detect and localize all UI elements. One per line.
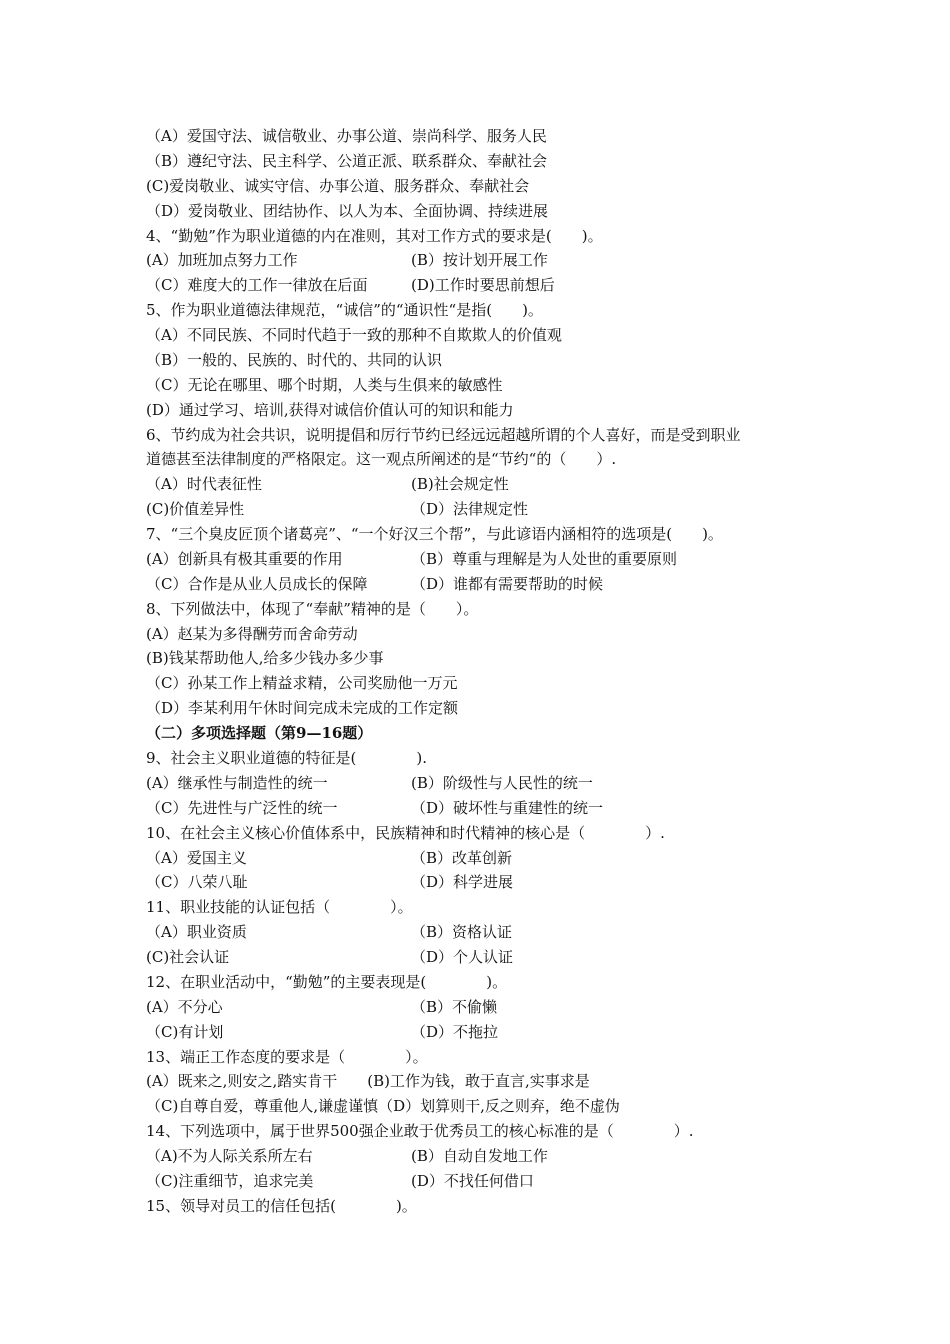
text-line <box>146 1094 620 1119</box>
text-line <box>146 1194 417 1219</box>
text-line <box>146 870 514 895</box>
line-text: 11、职业技能的认证包括（ ）。 <box>146 898 413 917</box>
text-line <box>146 572 604 597</box>
line-text: （A）爱国守法、诚信敬业、办事公道、崇尚科学、服务人民 <box>146 127 547 145</box>
text-line <box>146 497 529 522</box>
text-line <box>146 1020 499 1045</box>
text-line <box>146 522 723 547</box>
option-text-right: (B）按计划开展工作 <box>411 251 548 270</box>
line-text: 5、作为职业道德法律规范，“诚信”的“通识性“是指( )。 <box>146 301 543 320</box>
line-text: （C)有计划 <box>146 1022 224 1041</box>
option-text-right: (B)社会规定性 <box>411 475 509 494</box>
line-text: (C)爱岗敬业、诚实守信、办事公道、服务群众、奉献社会 <box>146 176 530 195</box>
text-line <box>146 348 442 373</box>
text-line <box>146 945 514 970</box>
line-text: 4、“勤勉”作为职业道德的内在准则，其对工作方式的要求是( )。 <box>146 226 603 245</box>
text-line <box>146 248 548 273</box>
text-line <box>146 1144 548 1169</box>
line-text: （A）职业资质 <box>146 923 247 942</box>
text-line <box>146 846 513 871</box>
text-line <box>146 373 502 398</box>
text-line <box>146 149 547 174</box>
text-line <box>146 821 665 846</box>
text-line <box>146 547 678 572</box>
option-text-right: (B）自动自发地工作 <box>411 1147 548 1166</box>
line-text: (C)社会认证 <box>146 948 230 967</box>
option-text-right: (D)工作时要思前想后 <box>411 276 555 295</box>
text-line <box>146 796 604 821</box>
text-line <box>146 423 741 448</box>
option-text-right: (D）不找任何借口 <box>411 1171 534 1190</box>
text-line <box>146 224 603 249</box>
text-line <box>146 1069 590 1094</box>
line-text: (A）既来之,则安之,踏实肯干 (B)工作为钱，敢于直言,实事求是 <box>146 1072 590 1091</box>
option-text-right: （D）法律规定性 <box>411 500 529 519</box>
line-text: （C）合作是从业人员成长的保障 <box>146 574 368 593</box>
text-line <box>146 124 547 149</box>
line-text: 15、领导对员工的信任包括( )。 <box>146 1196 417 1215</box>
line-text: （C)自尊自爱，尊重他人,谦虚谨慎（D）划算则干,反之则弃，绝不虚伪 <box>146 1097 620 1116</box>
text-line <box>146 721 372 746</box>
line-text: （二）多项选择题（第9—16题） <box>146 724 373 743</box>
option-text-right: （D）谁都有需要帮助的时候 <box>411 574 604 593</box>
option-text-right: (B）阶级性与人民性的统一 <box>411 773 593 792</box>
line-text: (A）不分心 <box>146 997 223 1016</box>
option-text-right: （B）尊重与理解是为人处世的重要原则 <box>411 549 678 568</box>
line-text: （D）爱岗敬业、团结协作、以人为本、全面协调、持续进展 <box>146 201 549 220</box>
line-text: (C)价值差异性 <box>146 500 245 519</box>
text-line <box>146 199 548 224</box>
text-line <box>146 597 478 622</box>
text-line <box>146 895 413 920</box>
option-text-right: （B）资格认证 <box>411 923 513 942</box>
text-line <box>146 970 507 995</box>
option-text-right: （D）个人认证 <box>411 948 514 967</box>
text-line <box>146 995 498 1020</box>
option-text-right: （B）不偷懒 <box>411 997 498 1016</box>
line-text: (B)钱某帮助他人,给多少钱办多少事 <box>146 649 384 668</box>
line-text: (A）继承性与制造性的统一 <box>146 773 328 792</box>
text-line <box>146 1045 428 1070</box>
line-text: 7、“三个臭皮匠顶个诸葛亮”、“一个好汉三个帮”，与此谚语内涵相符的选项是( )。 <box>146 525 723 544</box>
text-line <box>146 1119 694 1144</box>
line-text: 6、节约成为社会共识，说明提倡和厉行节约已经远远超越所谓的个人喜好，而是受到职业 <box>146 425 741 444</box>
line-text: 14、下列选项中，属于世界500强企业敢于优秀员工的核心标准的是（ ）. <box>146 1122 694 1141</box>
line-text: （C)注重细节，追求完美 <box>146 1171 314 1190</box>
line-text: 12、在职业活动中，“勤勉”的主要表现是( )。 <box>146 972 508 991</box>
text-line <box>146 771 593 796</box>
line-text: （B）一般的、民族的、时代的、共同的认识 <box>146 350 443 369</box>
text-line <box>146 174 529 199</box>
line-text: (A）加班加点努力工作 <box>146 251 298 270</box>
line-text: （C）孙某工作上精益求精，公司奖励他一万元 <box>146 674 458 693</box>
text-line <box>146 447 616 472</box>
line-text: （B）遵纪守法、民主科学、公道正派、联系群众、奉献社会 <box>146 151 548 170</box>
line-text: (D）通过学习、培训,获得对诚信价值认可的知识和能力 <box>146 400 514 419</box>
text-line <box>146 671 457 696</box>
option-text-right: （D）破坏性与重建性的统一 <box>411 798 604 817</box>
option-text-right: （D）科学进展 <box>411 873 514 892</box>
line-text: （D）李某利用午休时间完成未完成的工作定额 <box>146 699 459 718</box>
line-text: （A）爱国主义 <box>146 848 247 867</box>
text-line <box>146 273 555 298</box>
text-line <box>146 920 513 945</box>
line-text: （C）无论在哪里、哪个时期，人类与生俱来的敏感性 <box>146 375 503 394</box>
line-text: （A）不同民族、不同时代趋于一致的那种不自欺欺人的价值观 <box>146 326 562 345</box>
option-text-right: （B）改革创新 <box>411 848 513 867</box>
text-line <box>146 323 562 348</box>
line-text: （C）难度大的工作一律放在后面 <box>146 276 368 295</box>
text-line <box>146 622 358 647</box>
text-line <box>146 472 509 497</box>
line-text: (A）创新具有极其重要的作用 <box>146 549 343 568</box>
text-line <box>146 696 458 721</box>
line-text: 9、社会主义职业道德的特征是( ). <box>146 749 428 767</box>
option-text-right: （D）不拖拉 <box>411 1022 499 1041</box>
text-line <box>146 398 514 423</box>
text-line <box>146 298 543 323</box>
text-line <box>146 1169 534 1194</box>
line-text: 道德甚至法律制度的严格限定。这一观点所阐述的是“节约“的（ ）. <box>146 450 617 469</box>
line-text: （C）八荣八耻 <box>146 873 248 892</box>
line-text: （A）时代表征性 <box>146 475 262 494</box>
line-text: 13、端正工作态度的要求是（ ）。 <box>146 1047 428 1066</box>
line-text: （C）先进性与广泛性的统一 <box>146 798 338 817</box>
line-text: 10、在社会主义核心价值体系中，民族精神和时代精神的核心是（ ）. <box>146 823 665 842</box>
line-text: 8、下列做法中，体现了“奉献”精神的是（ ）。 <box>146 599 479 618</box>
line-text: (A）赵某为多得酬劳而舍命劳动 <box>146 624 358 643</box>
text-line <box>146 746 427 771</box>
line-text: （A)不为人际关系所左右 <box>146 1147 313 1166</box>
text-line <box>146 646 384 671</box>
